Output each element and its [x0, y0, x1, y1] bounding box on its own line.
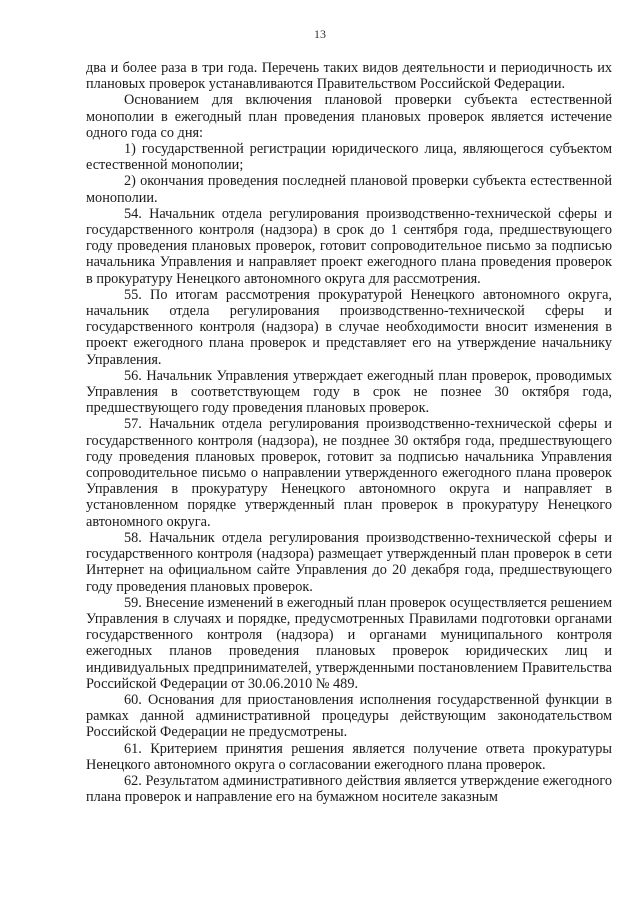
- paragraph-continuation: два и более раза в три года. Перечень таких видов деятельности и периодичность их плановых проверок устанавливаются Правительством Российской Федерации.: [86, 60, 612, 93]
- list-item-2: 2) окончания проведения последней плановой проверки субъекта естественной монополии.: [86, 173, 612, 206]
- paragraph-grounds: Основанием для включения плановой проверки субъекта естественной монополии в ежегодный план проведения плановых проверок является истечение одного года со дня:: [86, 92, 612, 141]
- paragraph-59: 59. Внесение изменений в ежегодный план проверок осуществляется решением Управления в случаях и порядке, предусмотренных Правилами подготовки органами государственного контроля (надзора) и органами муниципального контроля ежегодных планов проведения плановых проверок юридических лиц и индивидуальных предпринимателей, утвержденными постановлением Правительства Российской Федерации от 30.06.2010 № 489.: [86, 594, 612, 692]
- paragraph-55: 55. По итогам рассмотрения прокуратурой Ненецкого автономного округа, начальник отдела регулирования производственно-технической сферы и государственного контроля (надзора) в случае необходимости вносит изменения в проект ежегодного плана проверок и представляет его на утверждение начальнику Управления.: [86, 286, 612, 368]
- document-body: [86, 60, 612, 805]
- paragraph-58: 58. Начальник отдела регулирования производственно-технической сферы и государственного контроля (надзора) размещает утвержденный план проверок в сети Интернет на официальном сайте Управления до 20 декабря года, предшествующего году проведения плановых проверок.: [86, 529, 612, 595]
- paragraph-56: 56. Начальник Управления утверждает ежегодный план проверок, проводимых Управления в соответствующем году в срок не познее 30 октября года, предшествующего году проведения плановых проверок.: [86, 367, 612, 417]
- paragraph-60: 60. Основания для приостановления исполнения государственной функции в рамках данной административной процедуры действующим законодательством Российской Федерации не предусмотрены.: [86, 691, 612, 741]
- paragraph-57: 57. Начальник отдела регулирования производственно-технической сферы и государственного контроля (надзора), не позднее 30 октября года, предшествующего году проведения плановых проверок, готовит за подписью начальника Управления сопроводительное письмо о направлении утвержденного ежегодного плана проверок Управления в прокуратуру Ненецкого автономного округа и направляет в установленном порядке утвержденный план проверок в прокуратуру Ненецкого автономного округа.: [86, 416, 612, 530]
- paragraph-54: 54. Начальник отдела регулирования производственно-технической сферы и государственного контроля (надзора) в срок до 1 сентября года, предшествующего году проведения плановых проверок, готовит сопроводительное письмо за подписью начальника Управления и направляет проект ежегодного плана проведения проверок в прокуратуру Ненецкого автономного округа для рассмотрения.: [86, 205, 612, 287]
- page-number: 13: [314, 27, 326, 41]
- list-item-1: 1) государственной регистрации юридического лица, являющегося субъектом естественной монополии;: [86, 141, 612, 174]
- paragraph-61: 61. Критерием принятия решения является получение ответа прокуратуры Ненецкого автономного округа о согласовании ежегодного плана проверок.: [86, 740, 612, 773]
- paragraph-62: 62. Результатом административного действия является утверждение ежегодного плана проверок и направление его на бумажном носителе заказным: [86, 772, 613, 806]
